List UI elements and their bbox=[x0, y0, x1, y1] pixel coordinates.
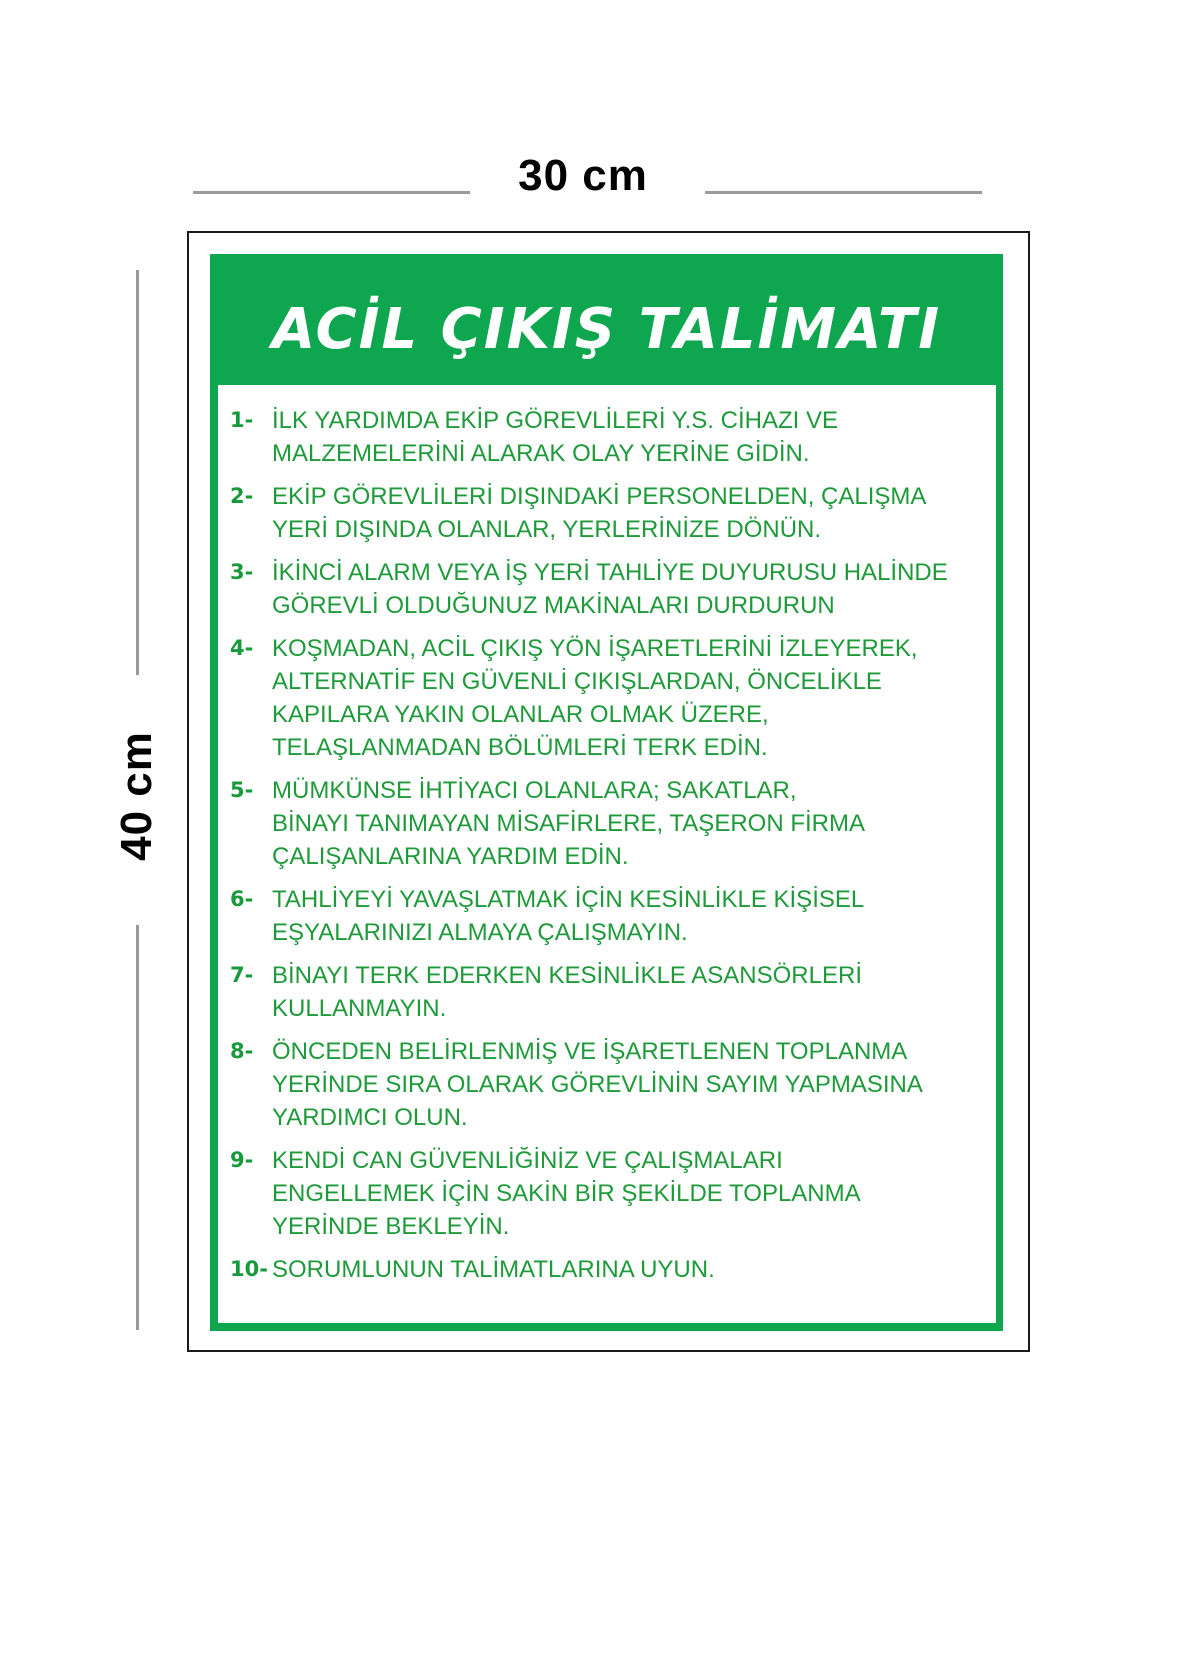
item-text bbox=[272, 959, 990, 1025]
item-number: 5- bbox=[230, 778, 254, 802]
item-line: TAHLİYEYİ YAVAŞLATMAK İÇİN KESİNLİKLE KİŞİSEL bbox=[272, 886, 865, 913]
instruction-item-2 bbox=[230, 480, 990, 546]
item-line: YARDIMCI OLUN. bbox=[272, 1104, 468, 1131]
item-line: KOŞMADAN, ACİL ÇIKIŞ YÖN İŞARETLERİNİ İZLEYEREK, bbox=[272, 635, 918, 662]
item-line: ALTERNATİF EN GÜVENLİ ÇIKIŞLARDAN, ÖNCELİKLE bbox=[272, 668, 882, 695]
item-line: ÖNCEDEN BELİRLENMİŞ VE İŞARETLENEN TOPLANMA bbox=[272, 1038, 908, 1065]
item-number: 3- bbox=[230, 560, 254, 584]
item-text bbox=[272, 1035, 990, 1134]
item-line: MÜMKÜNSE İHTİYACI OLANLARA; SAKATLAR, bbox=[272, 777, 797, 804]
item-line: TELAŞLANMADAN BÖLÜMLERİ TERK EDİN. bbox=[272, 734, 768, 761]
item-line: BİNAYI TERK EDERKEN KESİNLİKLE ASANSÖRLERİ bbox=[272, 962, 862, 989]
instruction-item-6 bbox=[230, 883, 990, 949]
instruction-item-9 bbox=[230, 1144, 990, 1243]
height-dimension-line-bottom bbox=[136, 925, 139, 1330]
item-number: 9- bbox=[230, 1148, 254, 1172]
item-line: KAPILARA YAKIN OLANLAR OLMAK ÜZERE, bbox=[272, 701, 769, 728]
item-number: 2- bbox=[230, 484, 254, 508]
item-line: GÖREVLİ OLDUĞUNUZ MAKİNALARI DURDURUN bbox=[272, 592, 835, 619]
item-line: KULLANMAYIN. bbox=[272, 995, 447, 1022]
item-text bbox=[272, 883, 990, 949]
item-line: EKİP GÖREVLİLERİ DIŞINDAKİ PERSONELDEN, ÇALIŞMA bbox=[272, 483, 927, 510]
item-line: İLK YARDIMDA EKİP GÖREVLİLERİ Y.S. CİHAZI VE bbox=[272, 407, 838, 434]
item-line: YERİNDE SIRA OLARAK GÖREVLİNİN SAYIM YAPMASINA bbox=[272, 1071, 923, 1098]
width-dimension-line-left bbox=[193, 191, 470, 194]
item-text bbox=[272, 1144, 990, 1243]
instruction-item-10 bbox=[230, 1253, 990, 1286]
item-text bbox=[272, 632, 990, 764]
instruction-item-4 bbox=[230, 632, 990, 764]
item-line: YERİNDE BEKLEYİN. bbox=[272, 1213, 510, 1240]
item-line: İKİNCİ ALARM VEYA İŞ YERİ TAHLİYE DUYURUSU HALİNDE bbox=[272, 559, 948, 586]
width-dimension-line-right bbox=[705, 191, 982, 194]
item-line: BİNAYI TANIMAYAN MİSAFİRLERE, TAŞERON FİRMA bbox=[272, 810, 865, 837]
item-number: 4- bbox=[230, 636, 254, 660]
item-text bbox=[272, 774, 990, 873]
item-line: MALZEMELERİNİ ALARAK OLAY YERİNE GİDİN. bbox=[272, 440, 810, 467]
item-text bbox=[272, 404, 990, 470]
height-dimension-label: 40 cm bbox=[112, 731, 161, 861]
item-line: YERİ DIŞINDA OLANLAR, YERLERİNİZE DÖNÜN. bbox=[272, 516, 822, 543]
height-dimension-line-top bbox=[136, 270, 139, 675]
item-line: SORUMLUNUN TALİMATLARINA UYUN. bbox=[272, 1256, 715, 1283]
instruction-item-7 bbox=[230, 959, 990, 1025]
instruction-item-5 bbox=[230, 774, 990, 873]
item-line: EŞYALARINIZI ALMAYA ÇALIŞMAYIN. bbox=[272, 919, 688, 946]
item-number: 8- bbox=[230, 1039, 254, 1063]
item-number: 1- bbox=[230, 408, 254, 432]
item-line: KENDİ CAN GÜVENLİĞİNİZ VE ÇALIŞMALARI bbox=[272, 1147, 783, 1174]
item-text bbox=[272, 1253, 990, 1286]
item-number: 10- bbox=[230, 1257, 268, 1281]
instruction-item-8 bbox=[230, 1035, 990, 1134]
item-number: 7- bbox=[230, 963, 254, 987]
item-line: ENGELLEMEK İÇİN SAKİN BİR ŞEKİLDE TOPLANMA bbox=[272, 1180, 861, 1207]
item-number: 6- bbox=[230, 887, 254, 911]
item-text bbox=[272, 480, 990, 546]
item-line: ÇALIŞANLARINA YARDIM EDİN. bbox=[272, 843, 629, 870]
instruction-item-3 bbox=[230, 556, 990, 622]
width-dimension-label: 30 cm bbox=[518, 151, 648, 200]
instruction-item-1 bbox=[230, 404, 990, 470]
item-text bbox=[272, 556, 990, 622]
instruction-list bbox=[230, 404, 990, 1296]
sign-title: ACİL ÇIKIŞ TALİMATI bbox=[271, 297, 942, 362]
